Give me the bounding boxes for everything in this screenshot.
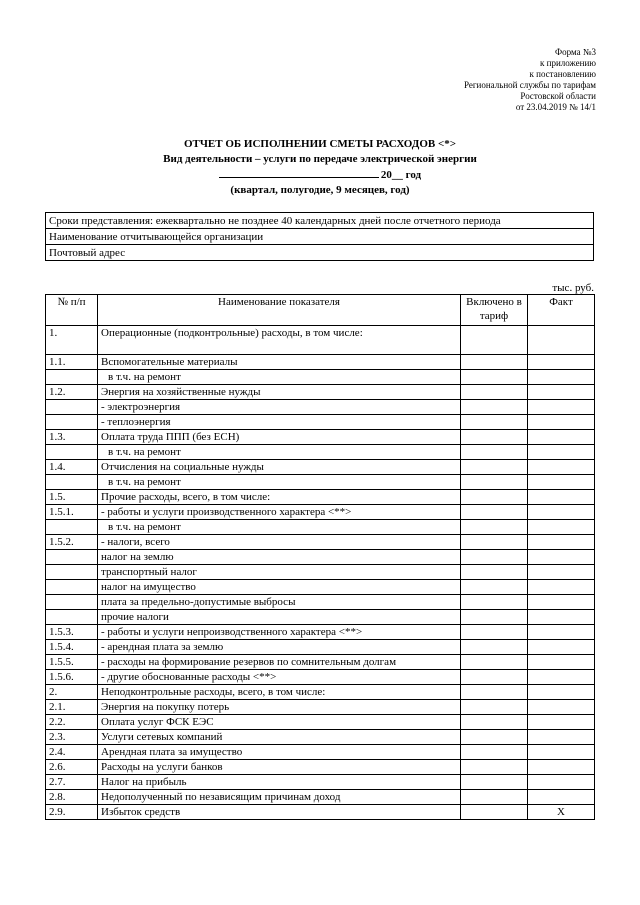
indicator-name-cell: налог на имущество xyxy=(98,580,461,595)
fact-value-cell[interactable] xyxy=(528,490,595,505)
indicator-name-cell: плата за предельно-допустимые выбросы xyxy=(98,595,461,610)
row-number-cell: 1.5. xyxy=(46,490,98,505)
fact-value-cell[interactable] xyxy=(528,400,595,415)
fact-value-cell[interactable] xyxy=(528,460,595,475)
table-row xyxy=(46,326,595,355)
table-row xyxy=(46,775,595,790)
fact-value-cell[interactable]: X xyxy=(528,805,595,820)
tariff-value-cell[interactable] xyxy=(461,355,528,370)
report-title-block xyxy=(0,137,640,198)
indicator-name-cell: - арендная плата за землю xyxy=(98,640,461,655)
row-number-cell: 2.3. xyxy=(46,730,98,745)
form-header-line: Ростовской области xyxy=(520,91,596,101)
period-hint: (квартал, полугодие, 9 месяцев, год) xyxy=(230,184,410,196)
indicator-name-cell: в т.ч. на ремонт xyxy=(98,520,461,535)
indicator-name-cell: - расходы на формирование резервов по сомнительным долгам xyxy=(98,655,461,670)
tariff-value-cell[interactable] xyxy=(461,805,528,820)
fact-value-cell[interactable] xyxy=(528,715,595,730)
table-row xyxy=(46,625,595,640)
row-number-cell: 1.5.5. xyxy=(46,655,98,670)
tariff-value-cell[interactable] xyxy=(461,610,528,625)
fact-value-cell[interactable] xyxy=(528,760,595,775)
fact-value-cell[interactable] xyxy=(528,790,595,805)
fact-value-cell[interactable] xyxy=(528,430,595,445)
postal-address-cell: Почтовый адрес xyxy=(46,245,594,261)
row-number-cell xyxy=(46,565,98,580)
indicator-name-cell: Расходы на услуги банков xyxy=(98,760,461,775)
row-number-cell xyxy=(46,550,98,565)
units-label: тыс. руб. xyxy=(552,282,594,294)
row-number-cell: 1.2. xyxy=(46,385,98,400)
tariff-value-cell[interactable] xyxy=(461,370,528,385)
row-number-cell xyxy=(46,370,98,385)
table-row xyxy=(46,805,595,820)
table-row xyxy=(46,595,595,610)
row-number-cell: 1.1. xyxy=(46,355,98,370)
fact-value-cell[interactable] xyxy=(528,326,595,355)
fact-value-cell[interactable] xyxy=(528,535,595,550)
indicator-name-cell: прочие налоги xyxy=(98,610,461,625)
indicator-name-cell: - работы и услуги непроизводственного характера <**> xyxy=(98,625,461,640)
table-body xyxy=(46,326,595,820)
column-header-name: Наименование показателя xyxy=(98,295,461,326)
fact-value-cell[interactable] xyxy=(528,640,595,655)
fact-value-cell[interactable] xyxy=(528,550,595,565)
submission-info-table xyxy=(45,212,594,261)
table-row xyxy=(46,580,595,595)
indicator-name-cell: Избыток средств xyxy=(98,805,461,820)
period-blank-field[interactable] xyxy=(219,167,379,178)
table-row xyxy=(46,610,595,625)
indicator-name-cell: Операционные (подконтрольные) расходы, в том числе: xyxy=(98,326,461,355)
table-row xyxy=(46,745,595,760)
fact-value-cell[interactable] xyxy=(528,415,595,430)
row-number-cell xyxy=(46,475,98,490)
tariff-value-cell[interactable] xyxy=(461,760,528,775)
indicator-name-cell: Неподконтрольные расходы, всего, в том числе: xyxy=(98,685,461,700)
report-year-line xyxy=(0,167,640,183)
indicator-name-cell: Отчисления на социальные нужды xyxy=(98,460,461,475)
form-header-line: к постановлению xyxy=(529,69,596,79)
row-number-cell xyxy=(46,610,98,625)
row-number-cell xyxy=(46,520,98,535)
form-reference-header xyxy=(464,47,596,113)
row-number-cell xyxy=(46,415,98,430)
tariff-value-cell[interactable] xyxy=(461,326,528,355)
table-row xyxy=(46,490,595,505)
column-header-tariff: Включено в тариф xyxy=(461,295,528,326)
table-row xyxy=(46,400,595,415)
indicator-name-cell: в т.ч. на ремонт xyxy=(98,475,461,490)
fact-value-cell[interactable] xyxy=(528,370,595,385)
indicator-name-cell: Прочие расходы, всего, в том числе: xyxy=(98,490,461,505)
indicator-name-cell: Арендная плата за имущество xyxy=(98,745,461,760)
activity-type: Вид деятельности – услуги по передаче электрической энергии xyxy=(163,153,477,165)
table-row xyxy=(46,415,595,430)
table-row xyxy=(46,370,595,385)
table-row xyxy=(46,670,595,685)
row-number-cell: 2.6. xyxy=(46,760,98,775)
table-row xyxy=(46,520,595,535)
fact-value-cell[interactable] xyxy=(528,565,595,580)
tariff-value-cell[interactable] xyxy=(461,520,528,535)
table-row xyxy=(46,730,595,745)
table-row xyxy=(46,460,595,475)
tariff-value-cell[interactable] xyxy=(461,700,528,715)
tariff-value-cell[interactable] xyxy=(461,655,528,670)
row-number-cell xyxy=(46,580,98,595)
row-number-cell: 1.5.3. xyxy=(46,625,98,640)
row-number-cell: 2.7. xyxy=(46,775,98,790)
table-header-row xyxy=(46,295,595,326)
row-number-cell xyxy=(46,595,98,610)
column-header-fact: Факт xyxy=(528,295,595,326)
row-number-cell: 1.3. xyxy=(46,430,98,445)
fact-value-cell[interactable] xyxy=(528,355,595,370)
table-row xyxy=(46,640,595,655)
table-row xyxy=(46,430,595,445)
tariff-value-cell[interactable] xyxy=(461,385,528,400)
indicator-name-cell: Оплата услуг ФСК ЕЭС xyxy=(98,715,461,730)
indicator-name-cell: - электроэнергия xyxy=(98,400,461,415)
table-row xyxy=(46,445,595,460)
fact-value-cell[interactable] xyxy=(528,685,595,700)
indicator-name-cell: Оплата труда ППП (без ЕСН) xyxy=(98,430,461,445)
table-row xyxy=(46,760,595,775)
tariff-value-cell[interactable] xyxy=(461,400,528,415)
fact-value-cell[interactable] xyxy=(528,475,595,490)
table-row xyxy=(46,385,595,400)
fact-value-cell[interactable] xyxy=(528,670,595,685)
fact-value-cell[interactable] xyxy=(528,775,595,790)
indicator-name-cell: - теплоэнергия xyxy=(98,415,461,430)
indicator-name-cell: - работы и услуги производственного характера <**> xyxy=(98,505,461,520)
column-header-num: № п/п xyxy=(46,295,98,326)
tariff-value-cell[interactable] xyxy=(461,685,528,700)
tariff-value-cell[interactable] xyxy=(461,505,528,520)
tariff-value-cell[interactable] xyxy=(461,565,528,580)
indicator-name-cell: Услуги сетевых компаний xyxy=(98,730,461,745)
table-row xyxy=(46,475,595,490)
table-row xyxy=(46,550,595,565)
table-row xyxy=(46,355,595,370)
tariff-value-cell[interactable] xyxy=(461,745,528,760)
fact-value-cell[interactable] xyxy=(528,730,595,745)
row-number-cell: 1.5.2. xyxy=(46,535,98,550)
fact-value-cell[interactable] xyxy=(528,610,595,625)
year-label: 20__ год xyxy=(380,169,422,181)
row-number-cell: 2. xyxy=(46,685,98,700)
indicator-name-cell: Энергия на покупку потерь xyxy=(98,700,461,715)
table-row xyxy=(46,655,595,670)
tariff-value-cell[interactable] xyxy=(461,430,528,445)
tariff-value-cell[interactable] xyxy=(461,775,528,790)
row-number-cell: 2.9. xyxy=(46,805,98,820)
tariff-value-cell[interactable] xyxy=(461,490,528,505)
fact-value-cell[interactable] xyxy=(528,745,595,760)
table-row xyxy=(46,685,595,700)
indicator-name-cell: налог на землю xyxy=(98,550,461,565)
indicator-name-cell: - налоги, всего xyxy=(98,535,461,550)
tariff-value-cell[interactable] xyxy=(461,475,528,490)
form-header-line: Форма №3 xyxy=(555,47,596,57)
tariff-value-cell[interactable] xyxy=(461,580,528,595)
tariff-value-cell[interactable] xyxy=(461,625,528,640)
form-header-line: к приложению xyxy=(540,58,596,68)
indicator-name-cell: Недополученный по независящим причинам доход xyxy=(98,790,461,805)
row-number-cell: 2.1. xyxy=(46,700,98,715)
indicator-name-cell: Налог на прибыль xyxy=(98,775,461,790)
table-row xyxy=(46,715,595,730)
indicator-name-cell: - другие обоснованные расходы <**> xyxy=(98,670,461,685)
table-row xyxy=(46,565,595,580)
form-header-line: Региональной службы по тарифам xyxy=(463,80,596,90)
tariff-value-cell[interactable] xyxy=(461,550,528,565)
tariff-value-cell[interactable] xyxy=(461,790,528,805)
row-number-cell: 1.5.6. xyxy=(46,670,98,685)
row-number-cell xyxy=(46,400,98,415)
table-row xyxy=(46,700,595,715)
table-row xyxy=(46,505,595,520)
tariff-value-cell[interactable] xyxy=(461,730,528,745)
row-number-cell: 1. xyxy=(46,326,98,355)
row-number-cell: 1.5.1. xyxy=(46,505,98,520)
tariff-value-cell[interactable] xyxy=(461,670,528,685)
fact-value-cell[interactable] xyxy=(528,580,595,595)
fact-value-cell[interactable] xyxy=(528,655,595,670)
tariff-value-cell[interactable] xyxy=(461,460,528,475)
fact-value-cell[interactable] xyxy=(528,505,595,520)
indicator-name-cell: в т.ч. на ремонт xyxy=(98,370,461,385)
organization-name-cell: Наименование отчитывающейся организации xyxy=(46,229,594,245)
submission-deadline-cell: Сроки представления: ежеквартально не позднее 40 календарных дней после отчетного периода xyxy=(46,213,594,229)
report-title: ОТЧЕТ ОБ ИСПОЛНЕНИИ СМЕТЫ РАСХОДОВ <*> xyxy=(183,138,457,150)
row-number-cell: 2.4. xyxy=(46,745,98,760)
fact-value-cell[interactable] xyxy=(528,520,595,535)
fact-value-cell[interactable] xyxy=(528,595,595,610)
indicator-name-cell: в т.ч. на ремонт xyxy=(98,445,461,460)
expense-report-table xyxy=(45,294,595,820)
row-number-cell: 1.5.4. xyxy=(46,640,98,655)
fact-value-cell[interactable] xyxy=(528,445,595,460)
indicator-name-cell: Вспомогательные материалы xyxy=(98,355,461,370)
fact-value-cell[interactable] xyxy=(528,625,595,640)
fact-value-cell[interactable] xyxy=(528,700,595,715)
tariff-value-cell[interactable] xyxy=(461,415,528,430)
indicator-name-cell: транспортный налог xyxy=(98,565,461,580)
row-number-cell: 1.4. xyxy=(46,460,98,475)
fact-value-cell[interactable] xyxy=(528,385,595,400)
tariff-value-cell[interactable] xyxy=(461,535,528,550)
row-number-cell: 2.8. xyxy=(46,790,98,805)
tariff-value-cell[interactable] xyxy=(461,445,528,460)
row-number-cell xyxy=(46,445,98,460)
form-header-line: от 23.04.2019 № 14/1 xyxy=(515,102,596,112)
table-row xyxy=(46,790,595,805)
tariff-value-cell[interactable] xyxy=(461,640,528,655)
indicator-name-cell: Энергия на хозяйственные нужды xyxy=(98,385,461,400)
tariff-value-cell[interactable] xyxy=(461,715,528,730)
row-number-cell: 2.2. xyxy=(46,715,98,730)
table-row xyxy=(46,535,595,550)
tariff-value-cell[interactable] xyxy=(461,595,528,610)
